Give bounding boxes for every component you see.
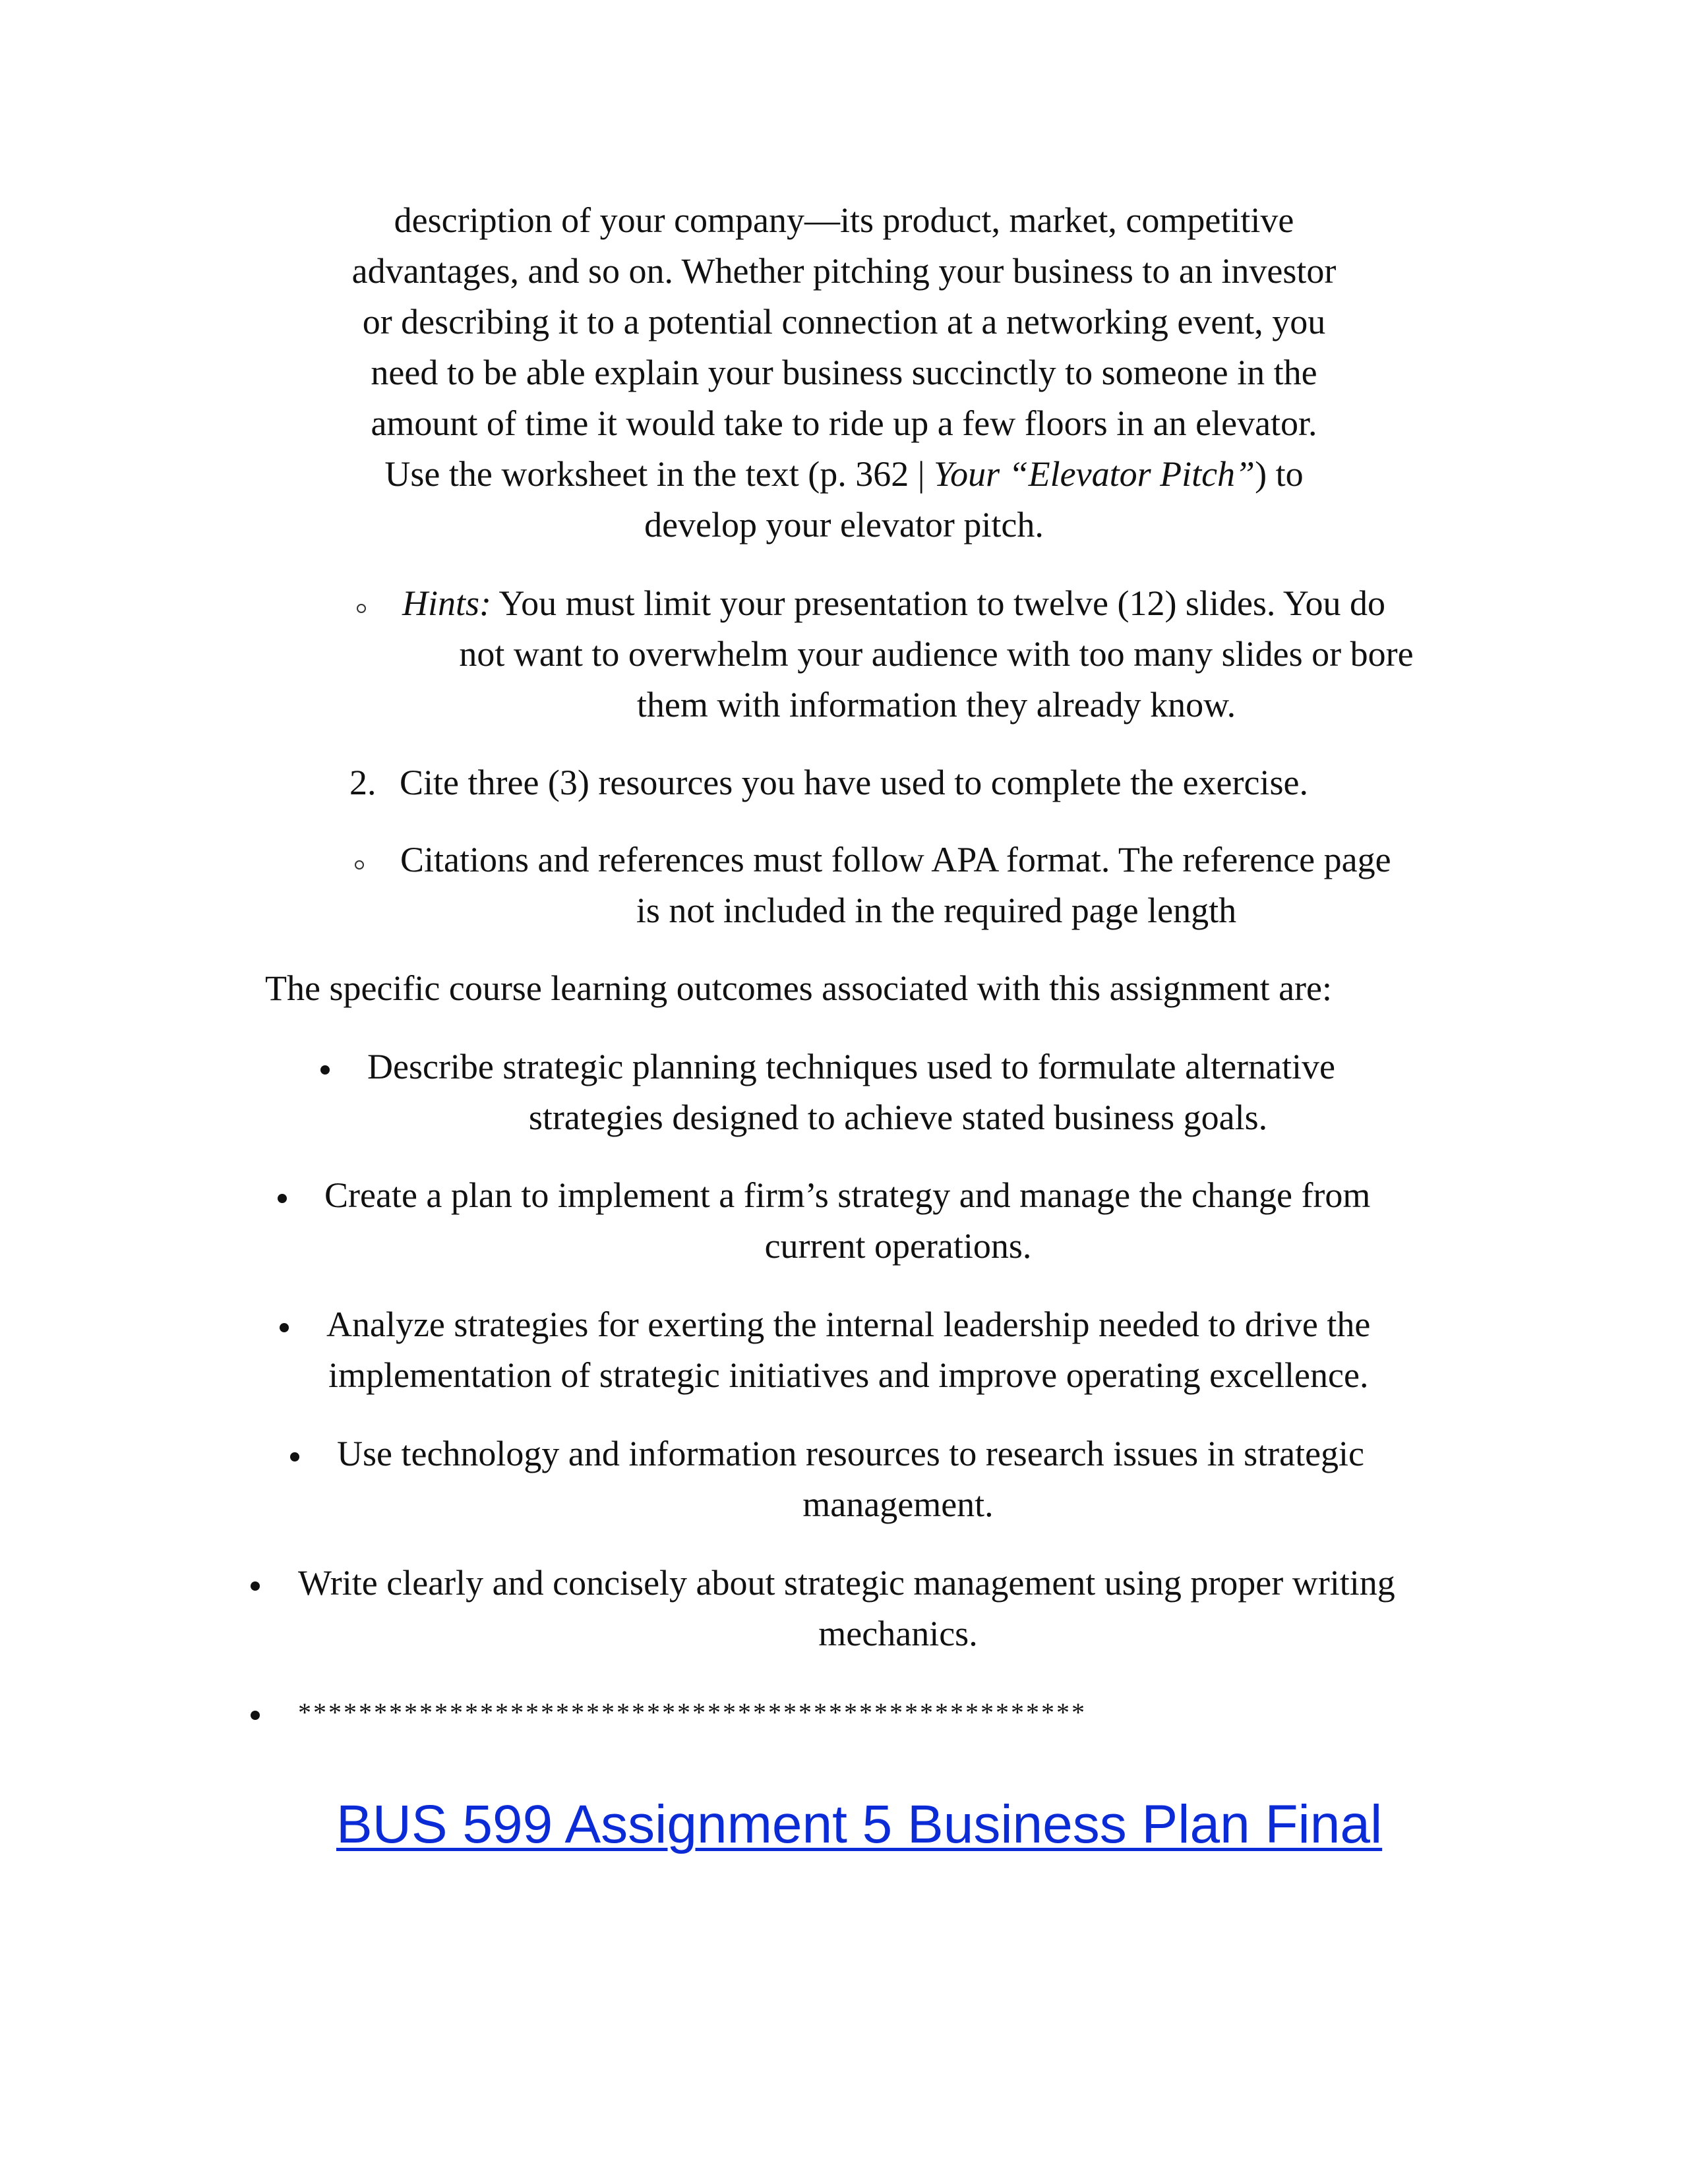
circle-bullet-icon — [355, 860, 364, 870]
outcome-2-line-2: current operations. — [764, 1226, 1032, 1266]
intro-line-6 — [0, 448, 1688, 500]
outcome-4-line-1: Use technology and information resources to research issues in strategic — [337, 1434, 1365, 1473]
bullet-dot-icon — [290, 1452, 299, 1461]
separator-stars: **************************************************** — [298, 1697, 1087, 1727]
item2-text: Cite three (3) resources you have used to complete the exercise. — [400, 763, 1308, 802]
hints-line-1 — [402, 577, 1385, 629]
intro-line-7: develop your elevator pitch. — [644, 505, 1044, 545]
citations-line-2: is not included in the required page length — [636, 891, 1237, 930]
outcome-3-line-2: implementation of strategic initiatives and improve operating excellence. — [328, 1355, 1369, 1395]
intro-line-1: description of your company—its product, market, competitive — [394, 200, 1294, 240]
bullet-dot-icon — [251, 1581, 260, 1591]
outcomes-heading: The specific course learning outcomes associated with this assignment are: — [265, 968, 1332, 1008]
hints-line-1-text: You must limit your presentation to twelve (12) slides. You do — [491, 583, 1386, 623]
intro-line-5: amount of time it would take to ride up a few floors in an elevator. — [371, 403, 1317, 443]
intro-line-6-post: ) to — [1255, 454, 1304, 494]
outcome-1-line-2: strategies designed to achieve stated business goals. — [528, 1098, 1268, 1137]
hints-line-2: not want to overwhelm your audience with too many slides or bore — [459, 634, 1414, 674]
outcome-4-line-2: management. — [802, 1485, 994, 1524]
outcome-5-line-1: Write clearly and concisely about strategic management using proper writing — [298, 1563, 1395, 1603]
assignment-link[interactable]: BUS 599 Assignment 5 Business Plan Final — [336, 1794, 1383, 1854]
intro-line-6-pre: Use the worksheet in the text (p. 362 | — [384, 454, 934, 494]
circle-bullet-icon — [357, 604, 366, 613]
list-number: 2. — [349, 763, 377, 802]
bullet-dot-icon — [251, 1711, 260, 1720]
bullet-dot-icon — [280, 1323, 289, 1332]
outcome-2-line-1: Create a plan to implement a firm’s strategy and manage the change from — [324, 1175, 1371, 1215]
hints-line-3: them with information they already know. — [636, 685, 1236, 724]
intro-line-2: advantages, and so on. Whether pitching your business to an investor — [351, 251, 1337, 291]
bullet-dot-icon — [278, 1194, 287, 1203]
elevator-pitch-title: Your “Elevator Pitch” — [934, 454, 1255, 494]
citations-line-1: Citations and references must follow APA format. The reference page — [400, 840, 1391, 879]
outcome-1-line-1: Describe strategic planning techniques used to formulate alternative — [367, 1047, 1335, 1086]
hints-label: Hints: — [402, 583, 491, 623]
bullet-dot-icon — [320, 1065, 330, 1075]
intro-line-3: or describing it to a potential connection at a networking event, you — [362, 302, 1326, 341]
outcome-3-line-1: Analyze strategies for exerting the internal leadership needed to drive the — [326, 1305, 1371, 1344]
outcome-5-line-2: mechanics. — [818, 1614, 978, 1653]
intro-line-4: need to be able explain your business succinctly to someone in the — [371, 353, 1317, 392]
